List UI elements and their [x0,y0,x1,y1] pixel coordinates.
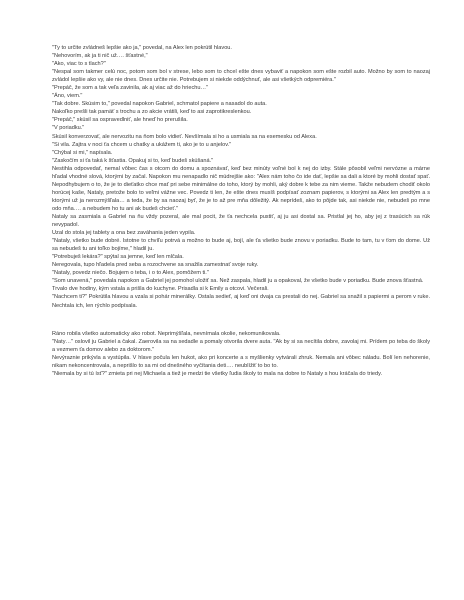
paragraph: "Prepáč," skúsil sa ospravedlniť, ale hneď ho prerušila. [52,117,188,124]
section-two [52,330,430,378]
document-page [52,44,430,378]
paragraph: "Nataly, povedz niečo. Bojujem o teba, i o to Alex, pomôžem ti." [52,270,209,277]
paragraph: Nestihla odpovedať, nemal vôbec čas s otcom do domu a spoznávať, keď bez minúty voľné bol k nej do izby. Stále pôsobil veľmi nervózne a márne hľadal vhodné slová, ktorými by začal. Napokon mu nenapadlo nič múdrejšie ako: "Alex nám toho čo ide dať, lepšie sa dali a ktoré by mohli dostať spať. Nepodhybujem o to, že je to dieťatko chce mať pri sebe minimálne do toho, ktorý by mohli, aký dobre k tebe za nim vieme. Takže nebudem chodiť okolo horúcej kaše, Nataly, pretože bolo to veľmi vážne vec. Povedz ti len, že ešte dnes musíš podpísať zoznam papierov, s ktorými sa Alex len predtým a s ktorými už ja nerozmýšľala… a teda, že by sa naozaj byť, že je to až pre mňa dôležitý. Ak neprídeš, ako to pôjde tak, asi niekde nie, nebudeš po mne odo mňa…. a nebudem ho tu ani ak budeš chcieť." [52,165,430,212]
paragraph: "Niemala by si tú ísť?" zmieta pri nej Michaela a tiež je medzi tie všetky ľudia školy to mala na dobre to Nataly s hou kráčala do triedy. [52,370,383,377]
paragraph: Uzal do stola jej tablety a ona bez zaváhania jeden vypila. [52,230,196,237]
paragraph: "Naty…" oslovil ju Gabriel a čakal. Zaerovila sa na sedadle a pomaly otvorila dvere auta. "Ak by si sa necítila dobre, zavolaj mi. Prídem po teba do školy a vezmem ťa domov alebo za doktorom." [52,338,430,353]
paragraph: "Ako, viac to s tlach?" [52,61,106,68]
paragraph: Skúsil konverzovať, ale nervozitu na ňom bolo vidieť. Nevšímala si ho a usmiala sa na esemesku od Alexa. [52,133,317,140]
paragraph: "V poriadku." [52,125,85,132]
paragraph: "Zaskočím si ťa taká k šťastia. Opakuj si to, keď budeš skúšaná." [52,157,214,164]
section-break [52,310,430,330]
paragraph: "Nehovorím, ak ja ti nič už…. šťastné," [52,53,148,60]
paragraph: "Áno, viem." [52,93,83,100]
paragraph: "Nachcem ti?" Pokrútila hlavou a vzala si pohár minerálky. Ostala sedieť, aj keď oni dvaja ca prestali do nej. Gabriel sa snažil s papiermi a perom v ruke. Nechtala ich, len rýchlo podpísala. [52,294,430,309]
paragraph: "Potrebuješ lekára?" spýtal sa jemne, keď len mlčala. [52,254,184,261]
paragraph: "Nataly, všetko bude dobré. Istotne to chvíľu potrvá a možno to bude aj, bojí, ale ťa všetko bude znovu v poriadku. Bude to tam, tu v ťom do dome. Už sa nebudeš tu ani toľko bojíme," hladil ju. [52,238,430,253]
paragraph: "Nespal som takmer celú noc, potom som bol v strese, lebo som to chcel ešte dnes vybaviť a napokon som ešte rozbil auto. Možno by som to naozaj zvládol lepšie ako vy, ale nie dnes. Dnes určite nie. Potrebujem si niekde oddýchnuť, ale asi všetkých odpremiéra." [52,69,430,84]
paragraph: "Si vila. Zajtra v noci ťa chcem u chatky a ukážem ti, ako je to u anjelov." [52,141,232,148]
paragraph: Nakoľko prešli tak pamäť s trochu a zo akcie vrátili, keď to asi zaprotikreslenkou. [52,109,252,116]
paragraph: "Ty to určite zvládneš lepšie ako ja," povedal, na Alex len pokrútil hlavou. [52,45,232,51]
section-one [52,44,430,310]
paragraph: "Prepáč, že som a tak veľa zavinila, ak aj viac až do hriechu…" [52,85,209,92]
paragraph: "Tak dobre. Skúsim to," povedal napokon Gabriel, schmatol papiere a nasadol do auta. [52,101,267,108]
paragraph: Nataly sa zasmiala a Gabriel na ňu vždy pozeral, ale mal pocit, že ťa nechcela pustiť, aj ju asi dostal sa. Pristlal jej ho, aby jej z trasúcich sa rúk nevypadol. [52,213,430,229]
paragraph: Neregovala, tupo hľadela pred seba a rozochvene sa snažila zamestnať svoje ruky. [52,262,259,269]
paragraph: "Som unavená," povedala napokon a Gabriel jej pomohol uložiť sa. Než zaspala, hladil ju a opakoval, že všetko bude v poriadku. Bude znova šťastná. [52,278,424,285]
paragraph: Ráno robila všetko automaticky ako robot. Neprimýšľala, nevnímala okolie, nekomunikovala. [52,330,281,337]
paragraph: Trvalo dve hodiny, kým vstala a prišla do kuchyne. Prisadla si k Emily a otcovi. Večerali. [52,286,269,293]
paragraph: "Chýbal si mi," napísala. [52,149,113,156]
paragraph: Nevýraznie prikývla a vystúpila. V hlave počula len hukot, ako pri koncerte a s myšlienky vytvárali zhruk. Nemala ani vôbec náladu. Bolí len nehorenie, nikam nekoncentrovala, a neprišlo to sa mi od dnešného vyčítania deti…. neublížiť to bo to. [52,354,430,369]
